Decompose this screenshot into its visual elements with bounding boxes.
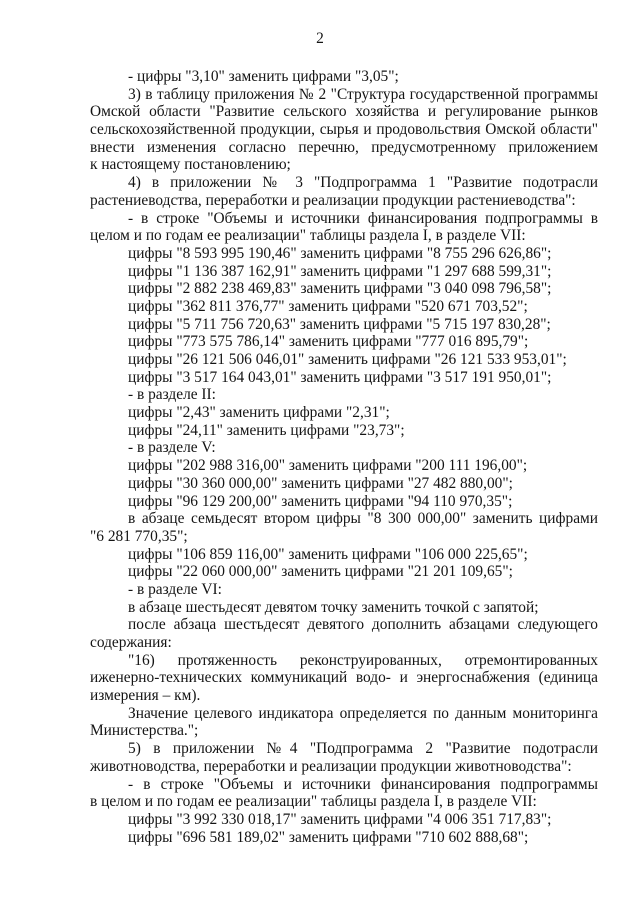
text-line: целом и по годам ее реализации" таблицы раздела I, в разделе VII: [90, 227, 526, 245]
text-line: цифры "202 988 316,00" заменить цифрами "200 111 196,00"; [128, 457, 528, 475]
text-line: цифры "773 575 786,14" заменить цифрами "777 016 895,79"; [128, 333, 529, 351]
text-line: внести изменения согласно перечню, предусмотренному приложением [90, 138, 598, 156]
text-line: цифры "2 882 238 469,83" заменить цифрами "3 040 098 796,58"; [128, 280, 552, 298]
text-line: - цифры "3,10" заменить цифрами "3,05"; [128, 68, 399, 85]
text-line: 3) в таблицу приложения № 2 "Структура государственной программы [128, 85, 598, 103]
text-line: цифры "8 593 995 190,46" заменить цифрами "8 755 296 626,86"; [128, 244, 552, 262]
text-line: Значение целевого индикатора определяется по данным мониторинга [128, 704, 598, 722]
text-line: цифры "96 129 200,00" заменить цифрами "94 110 970,35"; [128, 492, 513, 510]
text-line: Омской области "Развитие сельского хозяйства и регулирование рынков [90, 103, 598, 121]
text-line: цифры "22 060 000,00" заменить цифрами "21 201 109,65"; [128, 563, 513, 581]
text-line: после абзаца шестьдесят девятого дополнить абзацами следующего [128, 616, 598, 634]
text-line: цифры "24,11" заменить цифрами "23,73"; [128, 421, 405, 439]
text-line: цифры "5 711 756 720,63" заменить цифрами "5 715 197 830,28"; [128, 315, 551, 333]
document-body [90, 68, 598, 846]
text-line: "16) протяженность реконструированных, отремонтированных [128, 651, 598, 669]
text-line: 5) в приложении №4 "Подпрограмма 2 "Развитие подотрасли [128, 740, 598, 758]
text-line: - в разделе II: [128, 386, 216, 404]
text-line: цифры "1 136 387 162,91" заменить цифрами "1 297 688 599,31"; [128, 262, 552, 280]
text-line: цифры "3 517 164 043,01" заменить цифрами "3 517 191 950,01"; [128, 368, 552, 386]
text-line: растениеводства, переработки и реализации продукции растениеводства": [90, 191, 576, 209]
text-line: цифры "3 992 330 018,17" заменить цифрами "4 006 351 717,83"; [128, 810, 552, 828]
text-line: в целом и по годам ее реализации" таблицы раздела I, в разделе VII: [90, 793, 537, 811]
text-line: - в строке "Объемы и источники финансирования подпрограммы [128, 775, 598, 793]
text-line: иженерно-технических коммуникаций водо- и энергоснабжения (единица [90, 669, 598, 687]
text-line: содержания: [90, 634, 172, 651]
text-line: измерения – км). [90, 687, 201, 705]
text-line: цифры "2,43" заменить цифрами "2,31"; [128, 404, 390, 422]
text-line: в абзаце шестьдесят девятом точку заменить точкой с запятой; [128, 598, 539, 616]
text-line: цифры "362 811 376,77" заменить цифрами "520 671 703,52"; [128, 297, 528, 315]
text-line: цифры "26 121 506 046,01" заменить цифрами "26 121 533 953,01"; [128, 351, 567, 368]
text-line: в абзаце семьдесят втором цифры "8 300 000,00" заменить цифрами [128, 510, 598, 528]
text-line: цифры "30 360 000,00" заменить цифрами "27 482 880,00"; [128, 474, 513, 492]
text-line: - в строке "Объемы и источники финансирования подпрограммы в [128, 209, 598, 227]
text-line: 4) в приложении № 3 "Подпрограмма 1 "Развитие подотрасли [128, 174, 598, 192]
text-line: Министерства."; [90, 722, 199, 740]
text-line: цифры "696 581 189,02" заменить цифрами "710 602 888,68"; [128, 828, 529, 846]
text-line: к настоящему постановлению; [90, 156, 291, 174]
text-line: "6 281 770,35"; [90, 527, 188, 545]
text-line: - в разделе VI: [128, 580, 222, 598]
text-line: животноводства, переработки и реализации продукции животноводства": [90, 757, 572, 775]
text-line: цифры "106 859 116,00" заменить цифрами "106 000 225,65"; [128, 545, 528, 563]
text-line: сельскохозяйственной продукции, сырья и продовольствия Омской области" [90, 121, 598, 139]
text-line: - в разделе V: [128, 439, 216, 457]
page-number: 2 [316, 30, 324, 47]
